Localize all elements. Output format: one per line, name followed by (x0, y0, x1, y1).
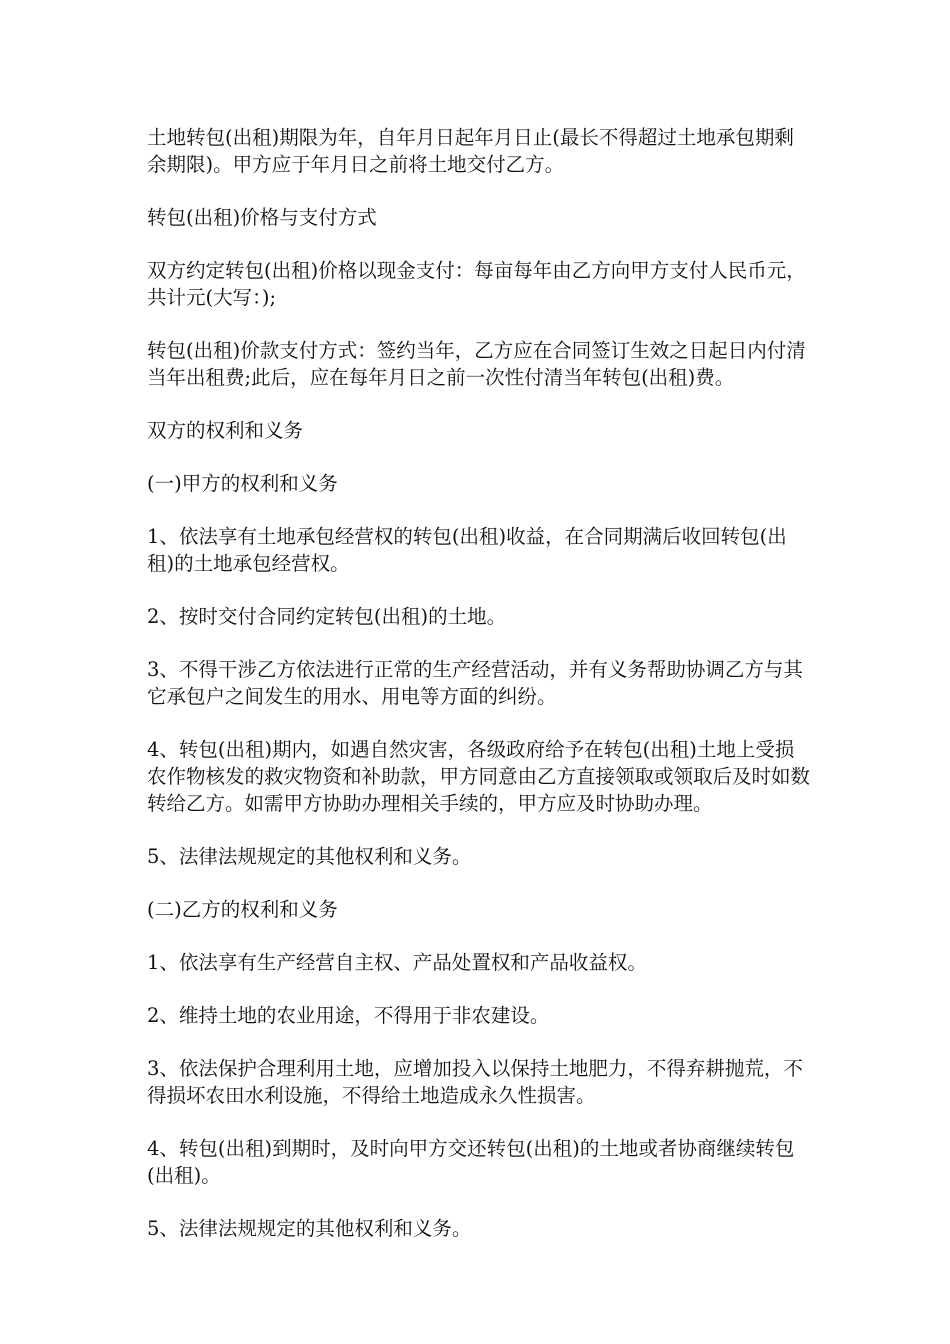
section-heading-price: 转包(出租)价格与支付方式 (147, 206, 377, 229)
term-paragraph: 土地转包(出租)期限为年，自年月日起年月日止(最长不得超过土地承包期剩余期限)。甲方应于年月日之前将土地交付乙方。 (147, 126, 794, 176)
party-b-item-5: 5、法律法规规定的其他权利和义务。 (147, 1217, 472, 1240)
subheading-party-b: (二)乙方的权利和义务 (147, 898, 338, 921)
payment-method-paragraph: 转包(出租)价款支付方式：签约当年，乙方应在合同签订生效之日起日内付清当年出租费;此后，应在每年月日之前一次性付清当年转包(出租)费。 (147, 339, 806, 389)
party-a-item-5: 5、法律法规规定的其他权利和义务。 (147, 845, 472, 868)
document-body (147, 124, 812, 1268)
party-a-item-3: 3、不得干涉乙方依法进行正常的生产经营活动，并有义务帮助协调乙方与其它承包户之间发生的用水、用电等方面的纠纷。 (147, 658, 803, 708)
party-b-item-1: 1、依法享有生产经营自主权、产品处置权和产品收益权。 (147, 951, 647, 974)
party-b-item-2: 2、维持土地的农业用途，不得用于非农建设。 (147, 1004, 550, 1027)
price-paragraph: 双方约定转包(出租)价格以现金支付：每亩每年由乙方向甲方支付人民币元，共计元(大写：); (147, 259, 806, 309)
section-heading-rights: 双方的权利和义务 (147, 419, 304, 442)
party-b-item-4: 4、转包(出租)到期时，及时向甲方交还转包(出租)的土地或者协商继续转包(出租)。 (147, 1137, 795, 1187)
party-b-item-3: 3、依法保护合理利用土地，应增加投入以保持土地肥力，不得弃耕抛荒，不得损坏农田水利设施，不得给土地造成永久性损害。 (147, 1057, 803, 1107)
party-a-item-2: 2、按时交付合同约定转包(出租)的土地。 (147, 605, 507, 628)
party-a-item-1: 1、依法享有土地承包经营权的转包(出租)收益，在合同期满后收回转包(出租)的土地承包经营权。 (147, 525, 787, 575)
subheading-party-a: (一)甲方的权利和义务 (147, 472, 338, 495)
party-a-item-4: 4、转包(出租)期内，如遇自然灾害，各级政府给予在转包(出租)土地上受损农作物核发的救灾物资和补助款，甲方同意由乙方直接领取或领取后及时如数转给乙方。如需甲方协助办理相关手续的，甲方应及时协助办理。 (147, 738, 811, 815)
